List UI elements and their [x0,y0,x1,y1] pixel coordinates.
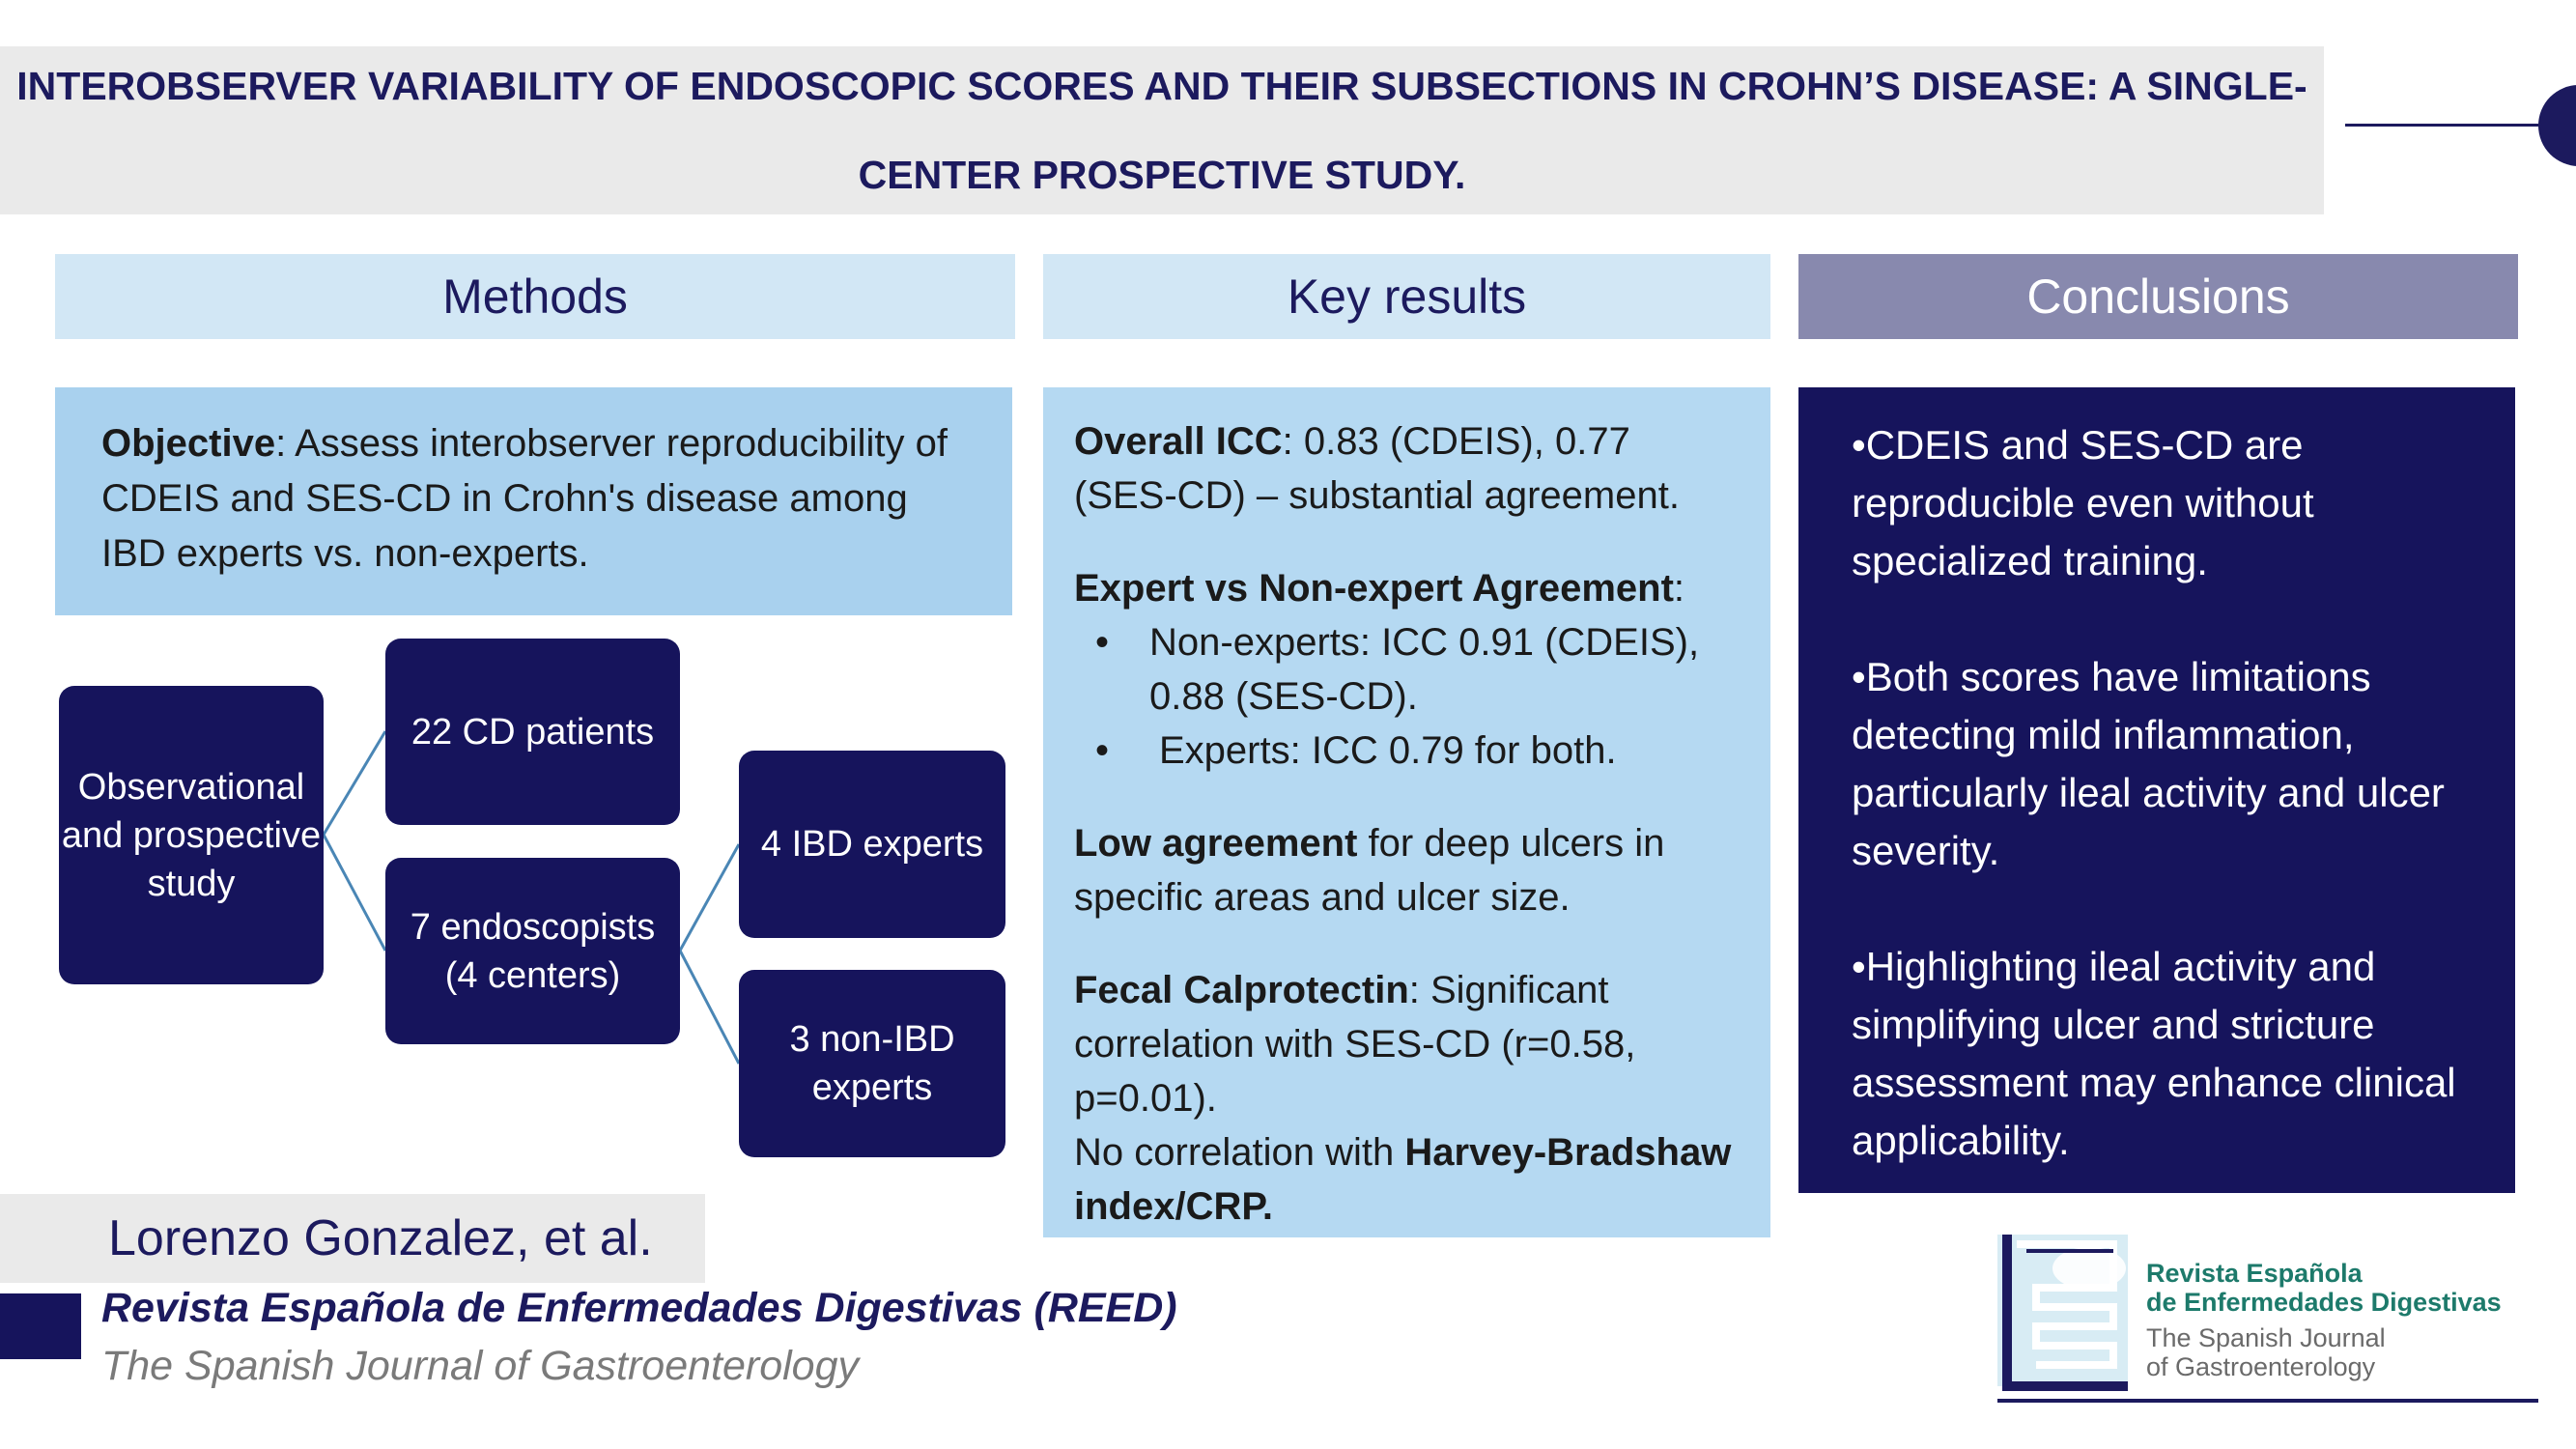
poster-title [13,42,2311,219]
conclusion-3: •Highlighting ileal activity and simplifying ulcer and stricture assessment may enhance clinical applicability. [1852,944,2456,1163]
connector-study-patients [324,731,385,835]
list-item [1074,724,1741,778]
objective-label: Objective [101,422,276,465]
fecal-label: Fecal Calprotectin [1074,969,1409,1011]
bullet-icon: • [1095,621,1110,664]
overall-icc-label: Overall ICC [1074,420,1283,463]
key-results-header: Key results [1043,254,1770,339]
fecal-calprotectin [1074,963,1741,1125]
no-correlation-text: No correlation with [1074,1131,1405,1174]
journal-logo-icon [1997,1230,2538,1408]
low-agreement-text: for deep ulcers in specific areas and ulcer size. [1074,822,1665,919]
methods-header: Methods [55,254,1015,339]
authors: Lorenzo Gonzalez, et al. [108,1210,653,1266]
title-line-2: CENTER PROSPECTIVE STUDY. [858,153,1466,197]
endoscopists-node [385,858,680,1044]
title-circle-decoration [2538,85,2576,166]
logo-line-2: de Enfermedades Digestivas [2146,1288,2502,1317]
logo-line-3: The Spanish Journal [2146,1323,2386,1352]
nonexpert-icc: Non-experts: ICC 0.91 (CDEIS), 0.88 (SES-CD). [1149,621,1700,718]
journal-subtitle: The Spanish Journal of Gastroenterology [101,1343,860,1389]
title-line-1: INTEROBSERVER VARIABILITY OF ENDOSCOPIC SCORES AND THEIR SUBSECTIONS IN CROHN’S DISEASE: A SINGLE- [16,64,2307,108]
objective-text: : Assess interobserver reproducibility of CDEIS and SES-CD in Crohn's disease among IBD experts vs. non-experts. [101,422,948,575]
agreement-heading [1074,561,1741,615]
non-ibd-experts-node: 3 non-IBD experts [739,970,1005,1157]
list-item [1074,615,1741,724]
logo-line-4: of Gastroenterology [2146,1352,2376,1381]
conclusions-box [1798,387,2515,1193]
endoscopists-count: 7 endoscopists [410,906,656,948]
logo-subtitle [2146,1323,2386,1381]
connector-study-endoscopists [324,835,385,951]
logo-line-1: Revista Española [2146,1259,2363,1288]
logo-title [2146,1259,2502,1317]
expert-icc: Experts: ICC 0.79 for both. [1159,729,1617,772]
conclusion-1: •CDEIS and SES-CD are reproducible even without specialized training. [1852,422,2314,583]
agreement-colon: : [1673,567,1685,610]
key-results-box [1043,387,1770,1237]
agreement-label: Expert vs Non-expert Agreement [1074,567,1674,610]
title-banner [0,46,2324,214]
endoscopists-centers: (4 centers) [444,954,621,996]
low-agreement-label: Low agreement [1074,822,1358,865]
objective-box [55,387,1012,615]
overall-icc-text: : 0.83 (CDEIS), 0.77 (SES-CD) – substantial agreement. [1074,420,1680,517]
bullet-icon: • [1095,729,1110,772]
low-agreement [1074,816,1741,924]
conclusions-header: Conclusions [1798,254,2518,339]
connector-endoscopists-nonexperts [680,951,739,1064]
no-correlation-bold: Harvey-Bradshaw index/CRP. [1074,1131,1732,1228]
conclusion-2: •Both scores have limitations detecting mild inflammation, particularly ileal activity and ulcer severity. [1852,654,2445,873]
ibd-experts-node: 4 IBD experts [739,751,1005,938]
journal-name: Revista Española de Enfermedades Digestivas (REED) [101,1285,1177,1331]
title-rule [2345,124,2538,127]
no-correlation [1074,1125,1741,1234]
journal-accent-square [0,1293,81,1359]
author-band [0,1194,705,1283]
study-design-node: Observational and prospective study [59,686,324,984]
overall-icc [1074,414,1741,523]
connector-endoscopists-experts [680,844,739,951]
patients-node: 22 CD patients [385,639,680,825]
fecal-text: : Significant correlation with SES-CD (r=0.58, p=0.01). [1074,969,1636,1120]
